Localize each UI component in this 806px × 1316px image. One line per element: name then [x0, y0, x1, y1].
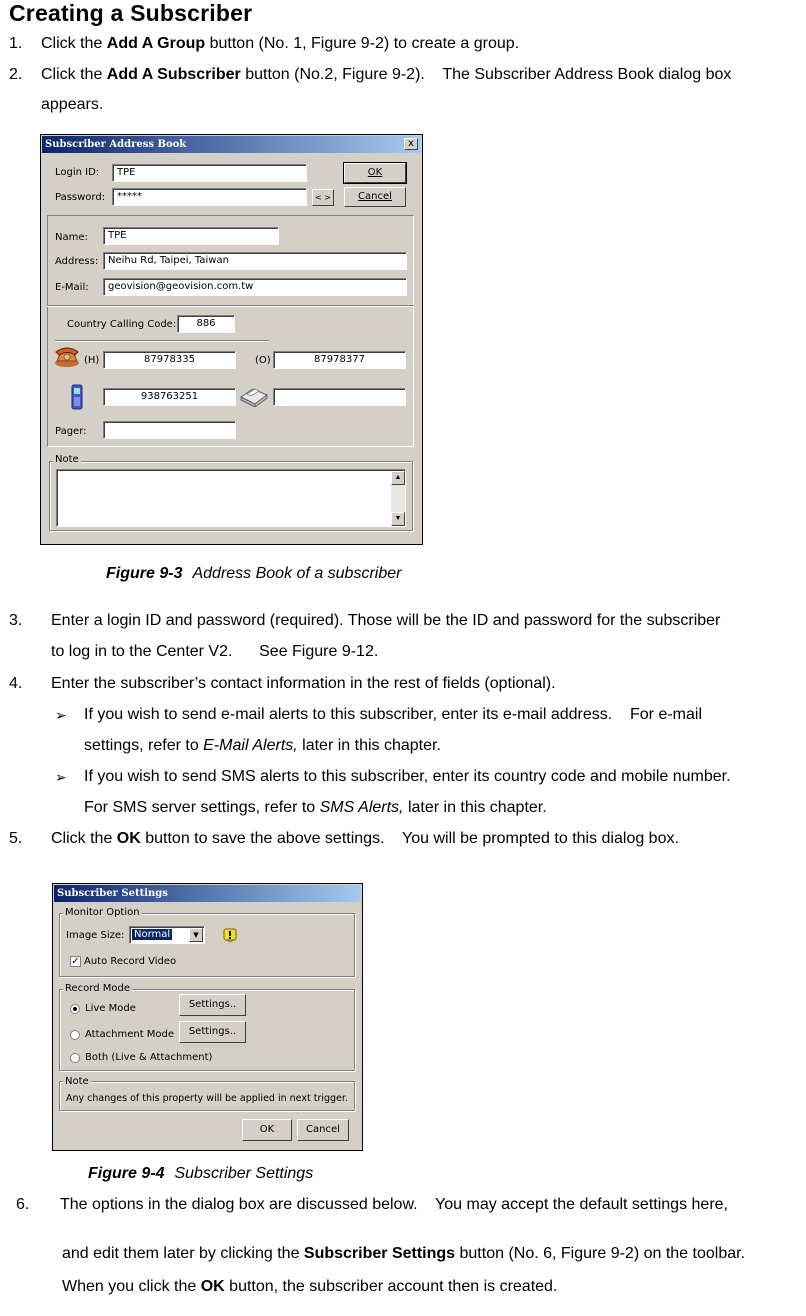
record-mode-label: Record Mode: [65, 983, 130, 994]
dialog-titlebar: [54, 885, 361, 902]
subscriber-settings-dialog: [52, 883, 363, 1151]
dialog-titlebar: [42, 136, 421, 153]
home-phone-input[interactable]: 87978335: [103, 351, 236, 369]
email-label: E-Mail:: [55, 282, 89, 293]
home-phone-label: (H): [84, 355, 100, 366]
close-icon[interactable]: x: [404, 138, 418, 150]
name-input[interactable]: TPE: [103, 227, 279, 245]
step-3-number: 3.: [9, 612, 23, 629]
ok-button[interactable]: OK: [344, 163, 406, 183]
scroll-down-icon[interactable]: ▼: [391, 512, 405, 526]
step-6-text: The options in the dialog box are discussed below. You may accept the default settings here,: [60, 1196, 728, 1213]
password-label: Password:: [55, 192, 106, 203]
office-phone-input[interactable]: 87978377: [273, 351, 406, 369]
both-mode-radio[interactable]: [70, 1053, 80, 1063]
chevron-down-icon[interactable]: ▼: [189, 928, 203, 942]
phone-icon: [53, 346, 83, 368]
bullet-arrow-icon: ➢: [55, 707, 67, 723]
dialog-title: Subscriber Settings: [57, 888, 168, 899]
auto-record-checkbox[interactable]: ✓: [71, 956, 80, 967]
step-3-text: Enter a login ID and password (required). Those will be the ID and password for the subscriber: [51, 612, 721, 629]
dialog-title: Subscriber Address Book: [45, 139, 187, 150]
step-2-text-line2: appears.: [41, 96, 104, 113]
name-label: Name:: [55, 232, 88, 243]
bullet-1-text-line2: settings, refer to E-Mail Alerts, later in this chapter.: [84, 737, 441, 754]
live-mode-radio[interactable]: [70, 1004, 80, 1014]
divider: [47, 305, 414, 307]
step-1-text: Click the Add A Group button (No. 1, Figure 9-2) to create a group.: [41, 35, 520, 52]
bullet-arrow-icon: ➢: [55, 769, 67, 785]
step-4-number: 4.: [9, 675, 23, 692]
reveal-password-button[interactable]: < >: [312, 189, 334, 206]
cancel-button[interactable]: Cancel: [297, 1119, 349, 1141]
bullet-2-text-line2: For SMS server settings, refer to SMS Alerts, later in this chapter.: [84, 799, 547, 816]
warning-icon: [222, 927, 238, 943]
note-group-label: Note: [55, 454, 79, 465]
subscriber-address-book-dialog: [40, 134, 423, 545]
password-input[interactable]: *****: [112, 188, 307, 206]
step-5-text: Click the OK button to save the above settings. You will be prompted to this dialog box.: [51, 830, 679, 847]
address-label: Address:: [55, 256, 99, 267]
monitor-option-label: Monitor Option: [65, 907, 140, 918]
cancel-button[interactable]: Cancel: [344, 187, 406, 207]
step-6-number: 6.: [16, 1196, 30, 1213]
note-scrollbar[interactable]: [391, 471, 405, 526]
fax-icon: [239, 385, 269, 407]
figure-9-3-caption: Figure 9-3 Address Book of a subscriber: [106, 565, 402, 582]
divider: [55, 340, 269, 342]
image-size-select[interactable]: Normal ▼: [129, 926, 205, 944]
image-size-label: Image Size:: [66, 930, 125, 941]
step-2-number: 2.: [9, 66, 23, 83]
note-text: Any changes of this property will be applied in next trigger.: [66, 1093, 348, 1104]
step-2-text: Click the Add A Subscriber button (No.2, Figure 9-2). The Subscriber Address Book dialog box: [41, 66, 732, 83]
mobile-phone-icon: [69, 383, 85, 411]
bullet-2-text: If you wish to send SMS alerts to this subscriber, enter its country code and mobile number.: [84, 768, 731, 785]
office-phone-label: (O): [255, 355, 271, 366]
attachment-mode-label: Attachment Mode: [85, 1029, 175, 1040]
login-id-input[interactable]: TPE: [112, 164, 307, 182]
pager-input[interactable]: [103, 421, 236, 439]
page-heading: Creating a Subscriber: [9, 0, 253, 26]
live-mode-settings-button[interactable]: Settings..: [179, 994, 246, 1016]
note-group-label: Note: [65, 1076, 89, 1087]
step-3-text-line2: to log in to the Center V2. See Figure 9-12.: [51, 643, 379, 660]
attachment-mode-radio[interactable]: [70, 1030, 80, 1040]
step-4-text: Enter the subscriber’s contact information in the rest of fields (optional).: [51, 675, 556, 692]
step-6-text-line3: When you click the OK button, the subscriber account then is created.: [62, 1278, 558, 1295]
scroll-up-icon[interactable]: ▲: [391, 471, 405, 485]
country-code-label: Country Calling Code:: [67, 319, 177, 330]
note-textarea[interactable]: [56, 469, 406, 527]
fax-input[interactable]: [273, 388, 406, 406]
email-input[interactable]: geovision@geovision.com.tw: [103, 278, 407, 296]
step-6-text-line2: and edit them later by clicking the Subscriber Settings button (No. 6, Figure 9-2) on the toolbar.: [62, 1245, 746, 1262]
figure-9-4-caption: Figure 9-4 Subscriber Settings: [88, 1165, 314, 1182]
pager-label: Pager:: [55, 426, 87, 437]
attachment-mode-settings-button[interactable]: Settings..: [179, 1021, 246, 1043]
address-input[interactable]: Neihu Rd, Taipei, Taiwan: [103, 252, 407, 270]
country-code-input[interactable]: 886: [177, 315, 235, 333]
bullet-1-text: If you wish to send e-mail alerts to this subscriber, enter its e-mail address. For e-mail: [84, 706, 703, 723]
login-id-label: Login ID:: [55, 167, 100, 178]
mobile-phone-input[interactable]: 938763251: [103, 388, 236, 406]
live-mode-label: Live Mode: [85, 1003, 136, 1014]
step-5-number: 5.: [9, 830, 23, 847]
ok-button[interactable]: OK: [242, 1119, 292, 1141]
step-1-number: 1.: [9, 35, 23, 52]
auto-record-label: Auto Record Video: [84, 956, 177, 967]
both-mode-label: Both (Live & Attachment): [85, 1052, 213, 1063]
